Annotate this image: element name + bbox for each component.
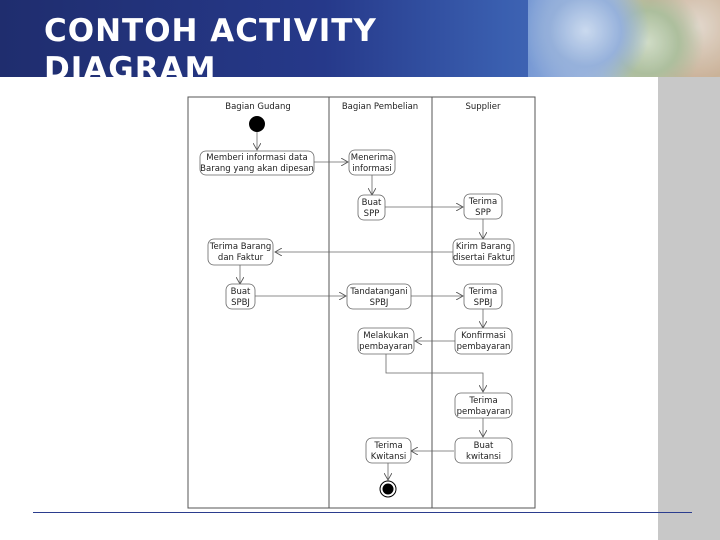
lane-title-supplier: Supplier (465, 102, 501, 112)
activity-label-line-2: SPBJ (231, 298, 250, 308)
activity-label-line-2: Barang yang akan dipesan (200, 164, 314, 174)
activity-label-line-1: Terima (374, 441, 403, 451)
activity-diagram (187, 96, 537, 510)
activity-label-line-1: Tandatangani (350, 287, 408, 297)
activity-label-line-2: SPBJ (473, 298, 493, 308)
activity-buat-spbj (226, 284, 255, 309)
header-photo-strip (528, 0, 720, 77)
slide-title (44, 12, 524, 88)
activity-label-line-2: pembayaran (359, 342, 413, 352)
activity-terima-spp (464, 194, 502, 219)
activity-melakukan-pembayaran (358, 328, 414, 354)
activity-label-line-2: SPP (363, 209, 380, 219)
activity-buat-kwitansi (455, 438, 512, 463)
activity-buat-spp (358, 195, 385, 220)
activity-label-line-2: Kwitansi (370, 452, 407, 462)
activity-label-line-1: Melakukan (363, 331, 409, 341)
activity-kirim-barang (453, 239, 514, 265)
title-line-1: CONTOH ACTIVITY (44, 13, 377, 49)
title-line-2: DIAGRAM (44, 51, 217, 87)
activity-label-line-1: Terima (469, 396, 498, 406)
right-sidebar-bar (658, 77, 720, 540)
lane-title-pembelian: Bagian Pembelian (341, 102, 419, 112)
initial-node (249, 116, 265, 132)
activity-label-line-1: Terima (468, 197, 498, 207)
activity-terima-barang (208, 239, 273, 265)
activity-label-line-1: Menerima (350, 153, 394, 163)
activity-label-line-2: dan Faktur (217, 253, 264, 263)
activity-label-line-2: kwitansi (466, 452, 501, 462)
lane-title-gudang: Bagian Gudang (225, 102, 291, 112)
activity-terima-pembayaran (455, 393, 512, 418)
activity-label-line-2: pembayaran (456, 342, 511, 352)
activity-terima-spbj (464, 284, 502, 309)
activity-label-line-2: SPBJ (369, 298, 389, 308)
activity-label-line-1: Buat (230, 287, 251, 297)
activity-label-line-1: Buat (473, 441, 494, 451)
slide-header (0, 0, 720, 87)
final-node (380, 481, 396, 497)
activity-label-line-2: disertai Faktur (453, 253, 514, 263)
activity-terima-kwitansi (366, 438, 411, 463)
bottom-divider (33, 512, 692, 513)
activity-label-line-2: informasi (352, 164, 392, 174)
activity-label-line-1: Memberi informasi data (206, 153, 308, 163)
activity-memberi-informasi (200, 151, 314, 175)
activity-menerima-informasi (349, 150, 395, 175)
activity-konfirmasi-pembayaran (455, 328, 512, 354)
activity-label-line-1: Buat (361, 198, 382, 208)
activity-label-line-2: pembayaran (456, 407, 511, 417)
activity-label-line-1: Terima (468, 287, 498, 297)
activity-label-line-2: SPP (475, 208, 491, 218)
activity-label-line-1: Kirim Barang (455, 242, 512, 252)
activity-label-line-1: Konfirmasi (461, 331, 506, 341)
activity-label-line-1: Terima Barang (209, 242, 272, 252)
activity-tandatangani-spbj (347, 284, 411, 309)
